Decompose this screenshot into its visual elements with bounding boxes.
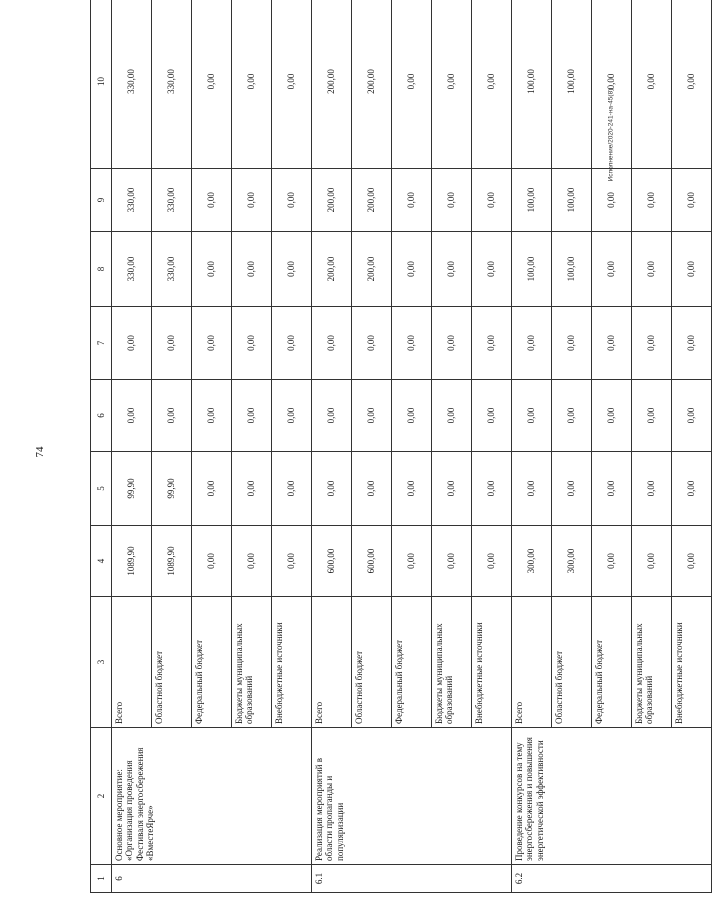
- funding-source-cell: Внебюджетные источники: [472, 597, 512, 728]
- amount-cell: 0,00: [192, 307, 232, 380]
- amount-cell: 0,00: [672, 307, 712, 380]
- amount-cell: 0,00: [312, 380, 352, 452]
- amount-cell: 0,00: [592, 307, 632, 380]
- amount-cell: 0,00: [232, 452, 272, 526]
- amount-cell: 1089,90: [152, 526, 192, 597]
- header-cell-3: 3: [91, 597, 112, 728]
- amount-cell: 0,00: [472, 0, 512, 169]
- amount-cell: 0,00: [512, 452, 552, 526]
- amount-cell: 0,00: [272, 526, 312, 597]
- amount-cell: 0,00: [672, 232, 712, 307]
- amount-cell: 300,00: [512, 526, 552, 597]
- amount-cell: 0,00: [472, 169, 512, 232]
- header-row: [91, 0, 112, 893]
- amount-cell: 330,00: [112, 0, 152, 169]
- header-cell-1: 1: [91, 865, 112, 893]
- amount-cell: 0,00: [152, 307, 192, 380]
- amount-cell: 0,00: [192, 452, 232, 526]
- amount-cell: 0,00: [232, 307, 272, 380]
- amount-cell: 0,00: [472, 452, 512, 526]
- amount-cell: 0,00: [272, 232, 312, 307]
- table-row: [312, 0, 352, 893]
- rotated-table-content: [90, 15, 697, 893]
- amount-cell: 0,00: [632, 526, 672, 597]
- amount-cell: 0,00: [672, 452, 712, 526]
- measure-name-cell: Реализация мероприятий в области пропаганды и популяризации: [312, 728, 512, 865]
- amount-cell: 0,00: [192, 169, 232, 232]
- amount-cell: 200,00: [312, 169, 352, 232]
- funding-source-cell: Всего: [112, 597, 152, 728]
- funding-source-cell: Внебюджетные источники: [672, 597, 712, 728]
- amount-cell: 0,00: [432, 452, 472, 526]
- amount-cell: 0,00: [632, 452, 672, 526]
- amount-cell: 0,00: [192, 380, 232, 452]
- budget-table: [90, 0, 712, 893]
- header-cell-4: 4: [91, 526, 112, 597]
- amount-cell: 1089,90: [112, 526, 152, 597]
- amount-cell: 0,00: [272, 452, 312, 526]
- amount-cell: 0,00: [392, 232, 432, 307]
- amount-cell: 330,00: [152, 232, 192, 307]
- amount-cell: 0,00: [472, 232, 512, 307]
- amount-cell: 0,00: [232, 232, 272, 307]
- amount-cell: 100,00: [552, 0, 592, 169]
- funding-source-cell: Бюджеты муниципальных образований: [432, 597, 472, 728]
- header-cell-6: 6: [91, 380, 112, 452]
- rotated-table-frame: [90, 15, 697, 893]
- amount-cell: 100,00: [512, 0, 552, 169]
- page-number: 74: [34, 446, 46, 458]
- item-number-cell: 6.2: [512, 865, 712, 893]
- funding-source-cell: Федеральный бюджет: [592, 597, 632, 728]
- item-number-cell: 6: [112, 865, 312, 893]
- amount-cell: 0,00: [632, 0, 672, 169]
- item-number-cell: 6.1: [312, 865, 512, 893]
- amount-cell: 0,00: [192, 232, 232, 307]
- amount-cell: 0,00: [472, 380, 512, 452]
- funding-source-cell: Бюджеты муниципальных образований: [232, 597, 272, 728]
- measure-name-cell: Проведение конкурсов на тему энергосбережения и повышения энергетической эффективности: [512, 728, 712, 865]
- funding-source-cell: Внебюджетные источники: [272, 597, 312, 728]
- funding-source-cell: Областной бюджет: [152, 597, 192, 728]
- amount-cell: 0,00: [632, 232, 672, 307]
- amount-cell: 0,00: [432, 380, 472, 452]
- amount-cell: 0,00: [592, 169, 632, 232]
- amount-cell: 0,00: [632, 307, 672, 380]
- amount-cell: 0,00: [672, 169, 712, 232]
- amount-cell: 0,00: [672, 380, 712, 452]
- amount-cell: 330,00: [152, 0, 192, 169]
- header-cell-2: 2: [91, 728, 112, 865]
- amount-cell: 0,00: [432, 307, 472, 380]
- funding-source-cell: Всего: [312, 597, 352, 728]
- amount-cell: 0,00: [472, 307, 512, 380]
- table-row: [512, 0, 552, 893]
- amount-cell: 0,00: [112, 380, 152, 452]
- amount-cell: 0,00: [352, 380, 392, 452]
- amount-cell: 300,00: [552, 526, 592, 597]
- amount-cell: 0,00: [272, 380, 312, 452]
- amount-cell: 330,00: [112, 169, 152, 232]
- header-cell-10: 10: [91, 0, 112, 169]
- amount-cell: 0,00: [632, 169, 672, 232]
- amount-cell: 0,00: [272, 169, 312, 232]
- funding-source-cell: Всего: [512, 597, 552, 728]
- amount-cell: 0,00: [512, 307, 552, 380]
- table-row: [112, 0, 152, 893]
- amount-cell: 0,00: [592, 232, 632, 307]
- amount-cell: 0,00: [552, 380, 592, 452]
- amount-cell: 0,00: [192, 526, 232, 597]
- amount-cell: 0,00: [392, 526, 432, 597]
- stamp-text: Исполнение/2020-241-на-45(8): [607, 88, 615, 182]
- amount-cell: 0,00: [352, 307, 392, 380]
- amount-cell: 0,00: [352, 452, 392, 526]
- amount-cell: 0,00: [152, 380, 192, 452]
- amount-cell: 0,00: [232, 380, 272, 452]
- amount-cell: 0,00: [552, 452, 592, 526]
- amount-cell: 600,00: [352, 526, 392, 597]
- funding-source-cell: Федеральный бюджет: [392, 597, 432, 728]
- amount-cell: 0,00: [392, 380, 432, 452]
- amount-cell: 600,00: [312, 526, 352, 597]
- amount-cell: 0,00: [672, 0, 712, 169]
- table-body: [91, 0, 712, 893]
- amount-cell: 0,00: [432, 232, 472, 307]
- amount-cell: 100,00: [552, 232, 592, 307]
- amount-cell: 0,00: [112, 307, 152, 380]
- amount-cell: 200,00: [352, 232, 392, 307]
- amount-cell: 200,00: [352, 169, 392, 232]
- amount-cell: 0,00: [592, 380, 632, 452]
- amount-cell: 0,00: [672, 526, 712, 597]
- amount-cell: 0,00: [312, 307, 352, 380]
- amount-cell: 330,00: [112, 232, 152, 307]
- funding-source-cell: Бюджеты муниципальных образований: [632, 597, 672, 728]
- amount-cell: 0,00: [272, 0, 312, 169]
- amount-cell: 99,90: [112, 452, 152, 526]
- amount-cell: 0,00: [552, 307, 592, 380]
- amount-cell: 200,00: [312, 232, 352, 307]
- funding-source-cell: Областной бюджет: [352, 597, 392, 728]
- amount-cell: 0,00: [592, 526, 632, 597]
- amount-cell: 100,00: [552, 169, 592, 232]
- amount-cell: 100,00: [512, 169, 552, 232]
- amount-cell: 0,00: [192, 0, 232, 169]
- header-cell-9: 9: [91, 169, 112, 232]
- measure-name-cell: Основное мероприятие: «Организация проведения Фестиваля энергосбережения «ВместеЯрче»: [112, 728, 312, 865]
- amount-cell: 0,00: [232, 526, 272, 597]
- amount-cell: 0,00: [632, 380, 672, 452]
- amount-cell: 99,90: [152, 452, 192, 526]
- amount-cell: 200,00: [352, 0, 392, 169]
- amount-cell: 0,00: [432, 169, 472, 232]
- amount-cell: 200,00: [312, 0, 352, 169]
- amount-cell: 0,00: [392, 452, 432, 526]
- funding-source-cell: Федеральный бюджет: [192, 597, 232, 728]
- amount-cell: 0,00: [272, 307, 312, 380]
- funding-source-cell: Областной бюджет: [552, 597, 592, 728]
- amount-cell: 0,00: [312, 452, 352, 526]
- amount-cell: 0,00: [432, 526, 472, 597]
- amount-cell: 0,00: [232, 0, 272, 169]
- header-cell-5: 5: [91, 452, 112, 526]
- amount-cell: 0,00: [432, 0, 472, 169]
- amount-cell: 0,00: [232, 169, 272, 232]
- amount-cell: 0,00: [592, 452, 632, 526]
- amount-cell: 0,00: [392, 307, 432, 380]
- amount-cell: 100,00: [512, 232, 552, 307]
- amount-cell: 0,00: [392, 169, 432, 232]
- amount-cell: 0,00: [472, 526, 512, 597]
- amount-cell: 0,00: [392, 0, 432, 169]
- amount-cell: 330,00: [152, 169, 192, 232]
- header-cell-8: 8: [91, 232, 112, 307]
- amount-cell: 0,00: [512, 380, 552, 452]
- header-cell-7: 7: [91, 307, 112, 380]
- document-stamp: [606, 90, 616, 180]
- amount-cell: 0,00: [592, 0, 632, 169]
